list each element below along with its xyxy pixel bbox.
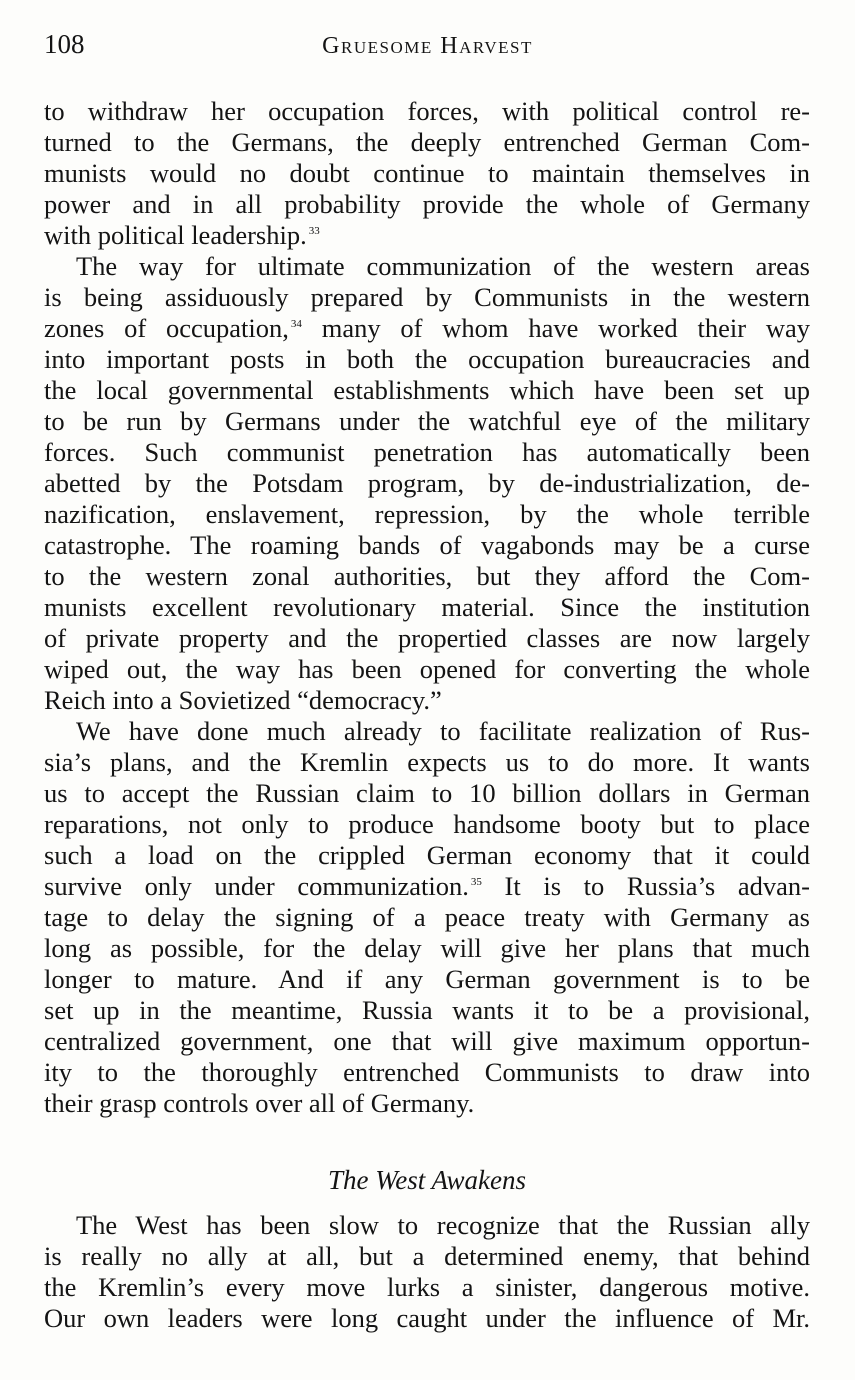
text-line: reparations, not only to produce handsome booty but to place <box>44 809 810 839</box>
text-line: set up in the meantime, Russia wants it to be a provisional, <box>44 995 810 1025</box>
text-line: nazification, enslavement, repression, by the whole terrible <box>44 499 810 529</box>
text-line: We have done much already to facilitate realization of Rus- <box>76 716 810 746</box>
line-text: zones of occupation, <box>44 313 289 343</box>
text-line: munists would no doubt continue to maintain themselves in <box>44 158 810 188</box>
text-line: to the western zonal authorities, but they afford the Com- <box>44 561 810 591</box>
text-line: tage to delay the signing of a peace treaty with Germany as <box>44 902 810 932</box>
line-text: many of whom have worked their way <box>301 313 810 343</box>
text-line: Reich into a Sovietized “democracy.” <box>44 685 442 715</box>
text-line: ity to the thoroughly entrenched Communists to draw into <box>44 1057 810 1087</box>
text-line: is really no ally at all, but a determined enemy, that behind <box>44 1241 810 1271</box>
text-line: into important posts in both the occupation bureaucracies and <box>44 344 810 374</box>
text-line: of private property and the propertied classes are now largely <box>44 623 810 653</box>
text-line: such a load on the crippled German economy that it could <box>44 840 810 870</box>
paragraph-2 <box>44 251 810 716</box>
line-text: survive only under communization. <box>44 871 469 901</box>
text-line: abetted by the Potsdam program, by de-industrialization, de- <box>44 468 810 498</box>
text-line: The way for ultimate communization of the western areas <box>76 251 810 281</box>
text-line: centralized government, one that will give maximum opportun- <box>44 1026 810 1056</box>
text-line: forces. Such communist penetration has automatically been <box>44 437 810 467</box>
text-line: The West has been slow to recognize that the Russian ally <box>76 1210 810 1240</box>
section-text <box>44 1210 810 1334</box>
paragraph-1 <box>44 96 810 251</box>
running-head: Gruesome Harvest <box>322 33 533 59</box>
text-line: to withdraw her occupation forces, with political control re- <box>44 96 810 126</box>
text-line: long as possible, for the delay will give her plans that much <box>44 933 810 963</box>
footnote-ref: 33 <box>308 225 320 238</box>
text-line: the local governmental establishments which have been set up <box>44 375 810 405</box>
line-text: It is to Russia’s advan- <box>481 871 810 901</box>
text-line: power and in all probability provide the whole of Germany <box>44 189 810 219</box>
line-text: with political leadership. <box>44 220 307 250</box>
text-line: their grasp controls over all of Germany. <box>44 1088 475 1118</box>
page-header <box>44 26 811 66</box>
text-line: sia’s plans, and the Kremlin expects us to do more. It wants <box>44 747 810 777</box>
text-line: turned to the Germans, the deeply entrenched German Com- <box>44 127 810 157</box>
text-line <box>44 220 810 251</box>
text-line: to be run by Germans under the watchful eye of the military <box>44 406 810 436</box>
text-line: munists excellent revolutionary material. Since the institution <box>44 592 810 622</box>
text-line <box>44 871 810 902</box>
footnote-ref: 34 <box>290 318 302 331</box>
text-line: Our own leaders were long caught under the influence of Mr. <box>44 1303 810 1333</box>
text-line: is being assiduously prepared by Communists in the western <box>44 282 810 312</box>
section-heading: The West Awakens <box>327 1165 526 1195</box>
page-number: 108 <box>44 29 85 59</box>
text-line: longer to mature. And if any German government is to be <box>44 964 810 994</box>
text-line: wiped out, the way has been opened for converting the whole <box>44 654 810 684</box>
paragraph-3 <box>44 716 810 1119</box>
text-line <box>44 313 810 344</box>
text-line: the Kremlin’s every move lurks a sinister, dangerous motive. <box>44 1272 810 1302</box>
body-text <box>44 96 810 1119</box>
text-line: catastrophe. The roaming bands of vagabonds may be a curse <box>44 530 810 560</box>
footnote-ref: 35 <box>470 876 482 889</box>
text-line: us to accept the Russian claim to 10 billion dollars in German <box>44 778 810 808</box>
